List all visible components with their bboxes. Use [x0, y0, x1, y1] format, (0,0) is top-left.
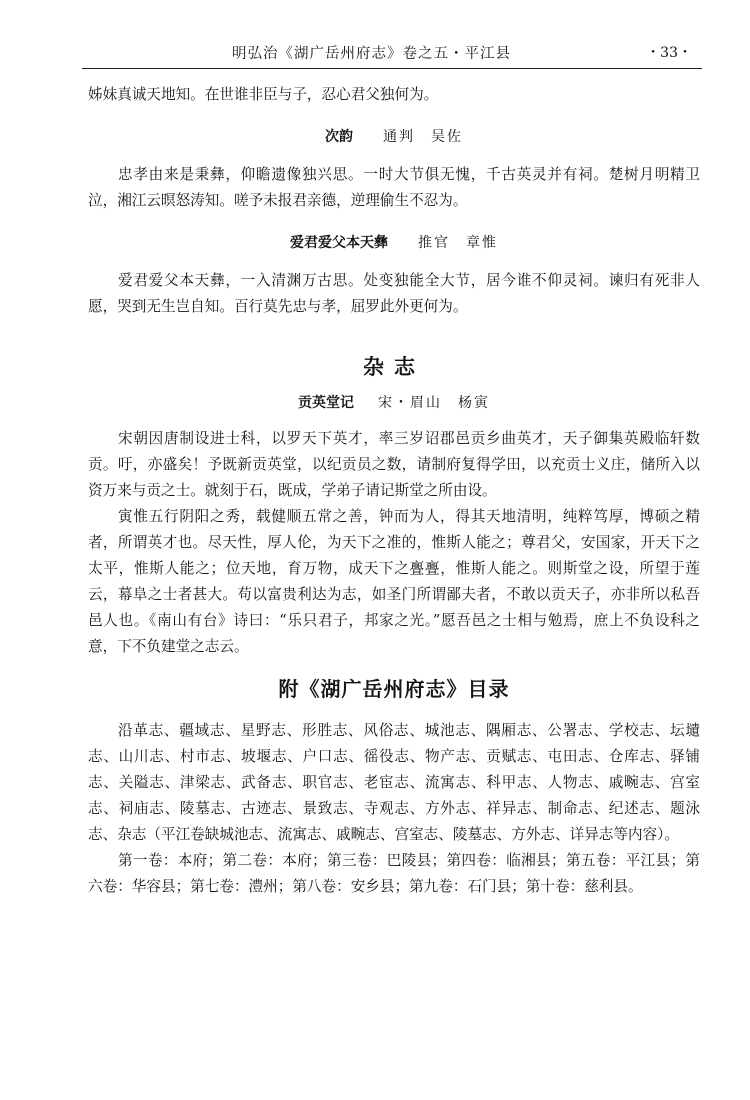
poem-heading-1: [88, 124, 700, 150]
article-paragraph: 寅惟五行阴阳之秀，载健顺五常之善，钟而为人，得其天地清明，纯粹笃厚，博硕之精者，所谓英才也。尽天性，厚人伦，为天下之准的，惟斯人能之；尊君父，安国家，开天下之太平，惟斯人能之；位天地，育万物，成天下之亹亹，惟斯人能之。则斯堂之设，所望于莲云，幕阜之士者甚大。苟以富贵利达为志，如圣门所谓鄙夫者，不敢以贡天子，亦非所以私吾邑人也。《南山有台》诗曰：“乐只君子，邦家之光。”愿吾邑之士相与勉焉，庶上不负设科之意，下不负建堂之志云。: [88, 508, 700, 655]
running-header: [82, 38, 702, 69]
catalog-title: 附《湖广岳州府志》目录: [278, 677, 510, 701]
article-heading: [88, 390, 700, 416]
catalog-paragraph: 沿革志、疆域志、星野志、形胜志、风俗志、城池志、隅厢志、公署志、学校志、坛壝志、山川志、村市志、坡堰志、户口志、徭役志、物产志、贡赋志、屯田志、仓库志、驿铺志、关隘志、津梁志、武备志、职官志、老宦志、流寓志、科甲志、人物志、戚畹志、宫室志、祠庙志、陵墓志、古迹志、景致志、寺观志、方外志、祥异志、制命志、纪述志、题泳志、杂志（平江卷缺城池志、流寓志、戚畹志、宫室志、陵墓志、方外志、详异志等内容）。: [88, 722, 700, 843]
poem-author: 推官 章惟: [418, 235, 498, 251]
poem-title: 爱君爱父本天彝: [290, 235, 388, 251]
article-paragraph: 宋朝因唐制设进士科，以罗天下英才，率三岁诏郡邑贡乡曲英才，天子御集英殿临轩数贡。吁，亦盛矣！予既新贡英堂，以纪贡员之数，请制府复得学田，以充贡士义庄，储所入以资万来与贡之士。就刻于石，既成，学弟子请记斯堂之所由设。: [88, 430, 700, 499]
section-title: 杂志: [363, 354, 425, 379]
page-number: ・33・: [646, 45, 692, 61]
poem-heading-2: [88, 230, 700, 256]
catalog-paragraph: 第一卷：本府；第二卷：本府；第三卷：巴陵县；第四卷：临湘县；第五卷：平江县；第六卷：华容县；第七卷：澧州；第八卷：安乡县；第九卷：石门县；第十卷：慈利县。: [88, 852, 700, 895]
article-author: 宋・眉山 杨寅: [378, 395, 490, 411]
poem-author: 通判 吴佐: [383, 129, 463, 145]
header-title: 明弘治《湖广岳州府志》卷之五・平江县: [232, 46, 511, 62]
article-title: 贡英堂记: [298, 395, 354, 411]
poem-text-2: 爱君爱父本天彝，一入清渊万古思。处变独能全大节，居今谁不仰灵祠。谏归有死非人愿，哭到无生岂自知。百行莫先忠与孝，屈罗此外更何为。: [88, 272, 700, 315]
poem-continuation: 姊妹真诚天地知。在世谁非臣与子，忍心君父独何为。: [88, 86, 439, 103]
page-body: [88, 82, 700, 900]
poem-title: 次韵: [325, 129, 353, 145]
poem-text-1: 忠孝由来是秉彝，仰瞻遗像独兴思。一时大节俱无愧，千古英灵并有祠。楚树月明精卫泣，湘江云暝怒涛知。嗟予未报君亲德，逆理偷生不忍为。: [88, 166, 700, 209]
